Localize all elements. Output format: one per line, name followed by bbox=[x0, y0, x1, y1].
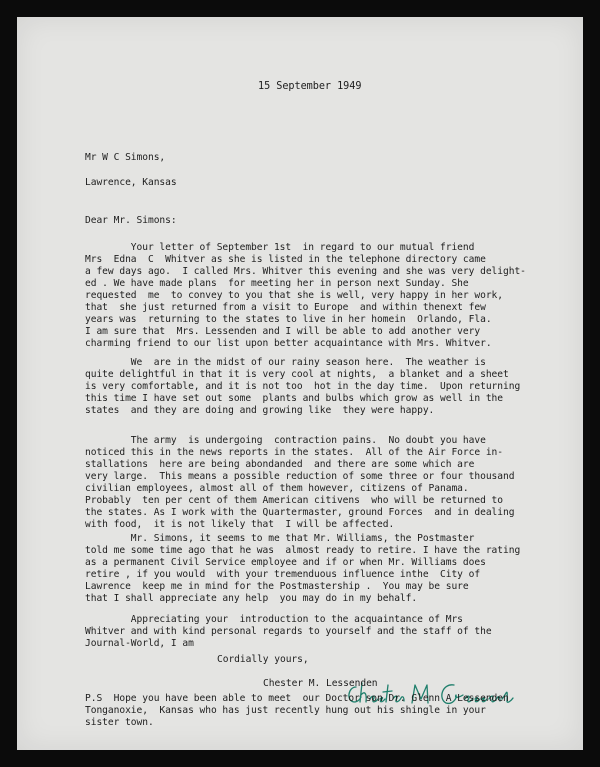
paragraph-2 bbox=[85, 357, 520, 417]
paragraph-line: I am sure that Mrs. Lessenden and I will be able to add another very bbox=[85, 326, 481, 337]
paragraph-line: stallations here are being abondanded and there are some which are bbox=[85, 459, 475, 470]
paragraph-line: requested me to convey to you that she is well, very happy in her work, bbox=[85, 290, 503, 301]
postscript bbox=[85, 693, 509, 729]
paragraph-line: Lawrence keep me in mind for the Postmastership . You may be sure bbox=[85, 581, 469, 592]
postscript-line: Tonganoxie, Kansas who has just recently hung out his shingle in your bbox=[85, 705, 486, 716]
paragraph-line: Mrs Edna C Whitver as she is listed in the telephone directory came bbox=[85, 254, 486, 265]
paragraph-line: civilian employees, almost all of them however, citizens of Panama. bbox=[85, 483, 469, 494]
paragraph-5 bbox=[85, 614, 492, 650]
letter-date: 15 September 1949 bbox=[258, 81, 362, 92]
recipient-location: Lawrence, Kansas bbox=[85, 177, 177, 188]
paragraph-line: is very comfortable, and it is not too hot in the day time. Upon returning bbox=[85, 381, 521, 392]
paragraph-1 bbox=[85, 242, 526, 350]
letter-page bbox=[17, 17, 583, 750]
paragraph-line: Your letter of September 1st in regard to our mutual friend bbox=[85, 242, 475, 253]
recipient-name: Mr W C Simons, bbox=[85, 152, 166, 163]
paragraph-line: that I shall appreciate any help you may do in my behalf. bbox=[85, 593, 418, 604]
paragraph-4 bbox=[85, 533, 520, 605]
paragraph-line: Appreciating your introduction to the acquaintance of Mrs bbox=[85, 614, 463, 625]
paragraph-line: very large. This means a possible reduction of some three or four thousand bbox=[85, 471, 515, 482]
paragraph-line: Probably ten per cent of them American citivens who will be returned to bbox=[85, 495, 503, 506]
paragraph-line: that she just returned from a visit to Europe and within thenext few bbox=[85, 302, 486, 313]
paragraph-line: Journal-World, I am bbox=[85, 638, 194, 649]
paragraph-line: told me some time ago that he was almost ready to retire. I have the rating bbox=[85, 545, 521, 556]
paragraph-line: We are in the midst of our rainy season here. The weather is bbox=[85, 357, 486, 368]
closing: Cordially yours, bbox=[217, 654, 309, 665]
paragraph-line: ed . We have made plans for meeting her in person next Sunday. She bbox=[85, 278, 469, 289]
paragraph-line: as a permanent Civil Service employee and if or when Mr. Williams does bbox=[85, 557, 486, 568]
paragraph-line: retire , if you would with your tremenduous influence inthe City of bbox=[85, 569, 481, 580]
paragraph-line: quite delightful in that it is very cool at nights, a blanket and a sheet bbox=[85, 369, 509, 380]
postscript-line: P.S Hope you have been able to meet our Doctor son Dr. Glenn A Lessenden bbox=[85, 693, 509, 704]
paragraph-line: Mr. Simons, it seems to me that Mr. Williams, the Postmaster bbox=[85, 533, 475, 544]
signature-name: Chester M. Lessenden bbox=[263, 678, 378, 689]
paragraph-3 bbox=[85, 435, 514, 531]
paragraph-line: a few days ago. I called Mrs. Whitver this evening and she was very delight- bbox=[85, 266, 526, 277]
paragraph-line: states and they are doing and growing like they were happy. bbox=[85, 405, 435, 416]
paragraph-line: The army is undergoing contraction pains. No doubt you have bbox=[85, 435, 486, 446]
paragraph-line: charming friend to our list upon better acquaintance with Mrs. Whitver. bbox=[85, 338, 492, 349]
paragraph-line: Whitver and with kind personal regards to yourself and the staff of the bbox=[85, 626, 492, 637]
paragraph-line: this time I have set out some plants and bulbs which grow as well in the bbox=[85, 393, 503, 404]
salutation: Dear Mr. Simons: bbox=[85, 215, 177, 226]
paragraph-line: the states. As I work with the Quartermaster, ground Forces and in dealing bbox=[85, 507, 515, 518]
paragraph-line: years was returning to the states to live in her homein Orlando, Fla. bbox=[85, 314, 492, 325]
postscript-line: sister town. bbox=[85, 717, 154, 728]
paragraph-line: with food, it is not likely that I will be affected. bbox=[85, 519, 395, 530]
paragraph-line: noticed this in the news reports in the states. All of the Air Force in- bbox=[85, 447, 503, 458]
